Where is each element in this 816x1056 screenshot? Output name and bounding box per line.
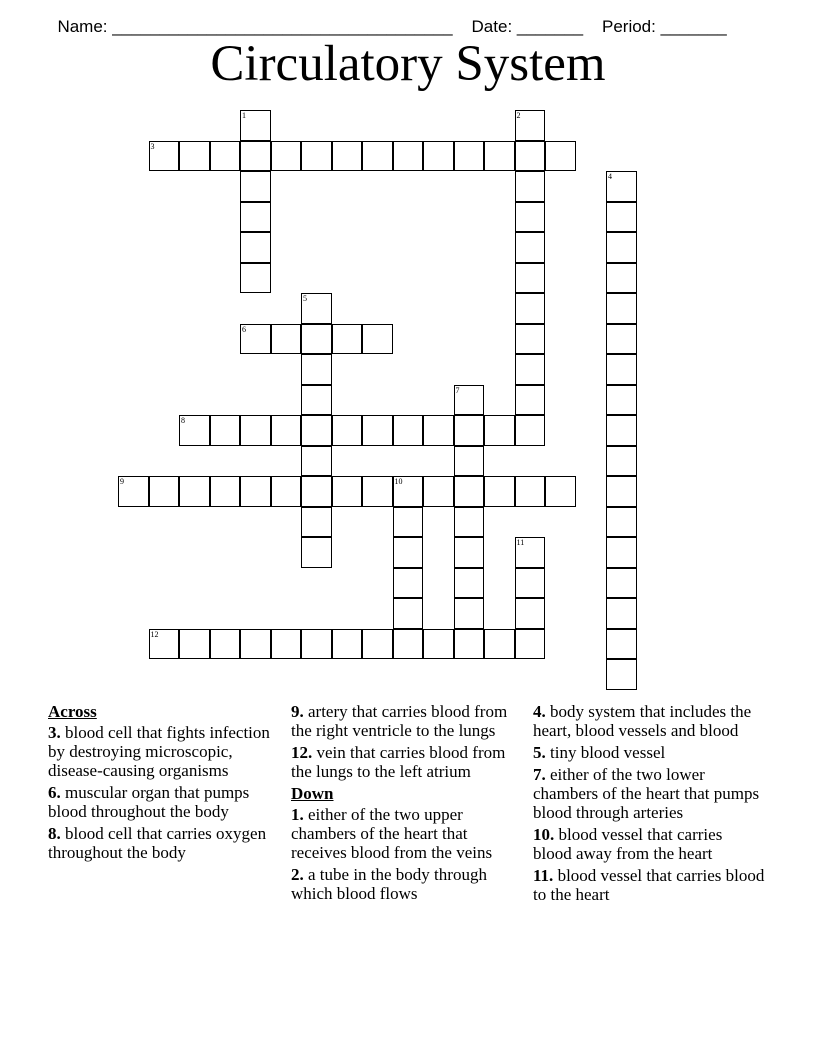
grid-cell[interactable] bbox=[240, 415, 271, 446]
grid-cell[interactable] bbox=[545, 141, 576, 172]
grid-cell[interactable] bbox=[240, 629, 271, 660]
grid-cell[interactable] bbox=[515, 141, 546, 172]
clue-number: 12. bbox=[291, 743, 313, 762]
clue-down-4 bbox=[533, 702, 765, 740]
clue-across-3 bbox=[48, 723, 280, 780]
cell-number: 7 bbox=[455, 385, 460, 395]
grid-cell[interactable] bbox=[545, 476, 576, 507]
grid-cell[interactable] bbox=[393, 415, 424, 446]
clue-text: tiny blood vessel bbox=[550, 743, 666, 762]
clue-text: artery that carries blood from the right ventricle to the lungs bbox=[291, 702, 508, 740]
grid-cell[interactable] bbox=[210, 476, 241, 507]
clue-text: blood vessel that carries blood away from the heart bbox=[533, 825, 723, 863]
cell-number: 3 bbox=[150, 141, 155, 151]
grid-cell[interactable] bbox=[484, 629, 515, 660]
grid-cell[interactable] bbox=[454, 446, 485, 477]
clue-number: 10. bbox=[533, 825, 555, 844]
grid-cell[interactable] bbox=[301, 385, 332, 416]
clue-number: 11. bbox=[533, 866, 554, 885]
grid-cell[interactable] bbox=[179, 141, 210, 172]
grid-cell[interactable] bbox=[423, 476, 454, 507]
clue-across-9 bbox=[291, 702, 523, 740]
grid-cell[interactable] bbox=[362, 629, 393, 660]
grid-cell[interactable] bbox=[301, 293, 332, 324]
grid-cell[interactable] bbox=[454, 141, 485, 172]
grid-cell[interactable] bbox=[515, 629, 546, 660]
grid-cell[interactable] bbox=[393, 476, 424, 507]
grid-cell[interactable] bbox=[484, 141, 515, 172]
grid-cell[interactable] bbox=[515, 202, 546, 233]
grid-cell[interactable] bbox=[240, 476, 271, 507]
clue-down-5 bbox=[533, 743, 765, 762]
clue-number: 4. bbox=[533, 702, 546, 721]
clue-text: vein that carries blood from the lungs to the left atrium bbox=[291, 743, 506, 781]
grid-cell[interactable] bbox=[271, 476, 302, 507]
grid-cell[interactable] bbox=[515, 110, 546, 141]
grid-cell[interactable] bbox=[393, 568, 424, 599]
grid-cell[interactable] bbox=[606, 293, 637, 324]
grid-cell[interactable] bbox=[332, 476, 363, 507]
grid-cell[interactable] bbox=[332, 141, 363, 172]
cell-number: 1 bbox=[242, 111, 246, 120]
grid-cell[interactable] bbox=[423, 415, 454, 446]
cell-number: 2 bbox=[516, 111, 521, 120]
grid-cell[interactable] bbox=[454, 629, 485, 660]
grid-cell[interactable] bbox=[149, 476, 180, 507]
grid-cell[interactable] bbox=[515, 232, 546, 263]
grid-cell[interactable] bbox=[515, 537, 546, 568]
grid-cell[interactable] bbox=[362, 415, 393, 446]
grid-cell[interactable] bbox=[393, 598, 424, 629]
grid-cell[interactable] bbox=[362, 141, 393, 172]
cell-number: 4 bbox=[608, 172, 612, 181]
grid-cell[interactable] bbox=[423, 629, 454, 660]
clue-down-7 bbox=[533, 765, 765, 822]
grid-cell[interactable] bbox=[423, 141, 454, 172]
clue-number: 9. bbox=[291, 702, 304, 721]
grid-cell[interactable] bbox=[606, 537, 637, 568]
grid-cell[interactable] bbox=[210, 415, 241, 446]
grid-cell[interactable] bbox=[515, 171, 546, 202]
grid-cell[interactable] bbox=[301, 141, 332, 172]
clue-column-3 bbox=[533, 702, 765, 907]
grid-cell[interactable] bbox=[606, 446, 637, 477]
cell-number: 12 bbox=[150, 629, 159, 639]
grid-cell[interactable] bbox=[179, 476, 210, 507]
grid-cell[interactable] bbox=[271, 324, 302, 355]
down-heading: Down bbox=[291, 784, 334, 803]
grid-cell[interactable] bbox=[454, 415, 485, 446]
clue-text: blood vessel that carries blood to the heart bbox=[533, 866, 765, 904]
grid-cell[interactable] bbox=[393, 537, 424, 568]
clue-column-2 bbox=[291, 702, 523, 906]
grid-cell[interactable] bbox=[118, 476, 149, 507]
cell-number: 5 bbox=[303, 294, 307, 303]
grid-cell[interactable] bbox=[454, 476, 485, 507]
grid-cell[interactable] bbox=[454, 568, 485, 599]
grid-cell[interactable] bbox=[179, 629, 210, 660]
grid-cell[interactable] bbox=[301, 415, 332, 446]
clue-down-11 bbox=[533, 866, 765, 904]
grid-cell[interactable] bbox=[515, 568, 546, 599]
grid-cell[interactable] bbox=[149, 141, 180, 172]
grid-cell[interactable] bbox=[393, 141, 424, 172]
grid-cell[interactable] bbox=[362, 476, 393, 507]
grid-cell[interactable] bbox=[271, 141, 302, 172]
grid-cell[interactable] bbox=[515, 293, 546, 324]
clue-text: blood cell that carries oxygen throughout the body bbox=[48, 824, 267, 862]
clue-number: 6. bbox=[48, 783, 61, 802]
grid-cell[interactable] bbox=[606, 415, 637, 446]
grid-cell[interactable] bbox=[240, 232, 271, 263]
cell-number: 11 bbox=[516, 538, 525, 547]
grid-cell[interactable] bbox=[454, 598, 485, 629]
grid-cell[interactable] bbox=[606, 171, 637, 202]
clue-down-1 bbox=[291, 805, 523, 862]
period-field[interactable]: Period: _______ bbox=[601, 17, 727, 36]
grid-cell[interactable] bbox=[515, 598, 546, 629]
grid-cell[interactable] bbox=[332, 629, 363, 660]
grid-cell[interactable] bbox=[301, 476, 332, 507]
grid-cell[interactable] bbox=[362, 324, 393, 355]
grid-cell[interactable] bbox=[301, 629, 332, 660]
grid-cell[interactable] bbox=[240, 324, 271, 355]
grid-cell[interactable] bbox=[606, 598, 637, 629]
grid-cell[interactable] bbox=[301, 537, 332, 568]
grid-cell[interactable] bbox=[606, 324, 637, 355]
clue-across-8 bbox=[48, 824, 280, 862]
grid-cell[interactable] bbox=[210, 629, 241, 660]
grid-cell[interactable] bbox=[454, 537, 485, 568]
date-field[interactable]: Date: _______ bbox=[471, 17, 584, 36]
grid-cell[interactable] bbox=[393, 507, 424, 538]
grid-cell[interactable] bbox=[515, 476, 546, 507]
clue-number: 2. bbox=[291, 865, 304, 884]
grid-cell[interactable] bbox=[271, 629, 302, 660]
clue-text: a tube in the body through which blood flows bbox=[291, 865, 487, 903]
clue-number: 1. bbox=[291, 805, 304, 824]
clue-down-2 bbox=[291, 865, 523, 903]
grid-cell[interactable] bbox=[240, 110, 271, 141]
clue-number: 3. bbox=[48, 723, 61, 742]
grid-cell[interactable] bbox=[606, 568, 637, 599]
name-field[interactable]: Name: ____________________________________ bbox=[57, 17, 453, 36]
clue-text: body system that includes the heart, blood vessels and blood bbox=[533, 702, 752, 740]
clue-text: blood cell that fights infection by destroying microscopic, disease-causing organisms bbox=[48, 723, 270, 780]
grid-cell[interactable] bbox=[606, 629, 637, 660]
grid-cell[interactable] bbox=[454, 507, 485, 538]
cell-number: 9 bbox=[120, 477, 124, 486]
grid-cell[interactable] bbox=[149, 629, 180, 660]
grid-cell[interactable] bbox=[606, 354, 637, 385]
clue-number: 5. bbox=[533, 743, 546, 762]
grid-cell[interactable] bbox=[210, 141, 241, 172]
grid-cell[interactable] bbox=[240, 141, 271, 172]
grid-cell[interactable] bbox=[179, 415, 210, 446]
grid-cell[interactable] bbox=[240, 202, 271, 233]
grid-cell[interactable] bbox=[301, 507, 332, 538]
grid-cell[interactable] bbox=[484, 415, 515, 446]
clue-number: 7. bbox=[533, 765, 546, 784]
grid-cell[interactable] bbox=[301, 324, 332, 355]
clue-down-10 bbox=[533, 825, 765, 863]
cell-number: 6 bbox=[242, 324, 246, 334]
grid-cell[interactable] bbox=[515, 354, 546, 385]
grid-cell[interactable] bbox=[606, 232, 637, 263]
grid-cell[interactable] bbox=[301, 354, 332, 385]
clue-across-6 bbox=[48, 783, 280, 821]
grid-cell[interactable] bbox=[606, 202, 637, 233]
grid-cell[interactable] bbox=[606, 476, 637, 507]
grid-cell[interactable] bbox=[332, 415, 363, 446]
grid-cell[interactable] bbox=[484, 476, 515, 507]
clue-text: either of the two lower chambers of the heart that pumps blood through arteries bbox=[533, 765, 760, 822]
grid-cell[interactable] bbox=[393, 629, 424, 660]
clue-column-1 bbox=[48, 702, 280, 865]
grid-cell[interactable] bbox=[332, 324, 363, 355]
grid-cell[interactable] bbox=[454, 385, 485, 416]
cell-number: 8 bbox=[181, 416, 185, 425]
page-title: Circulatory System bbox=[210, 36, 606, 92]
grid-cell[interactable] bbox=[606, 507, 637, 538]
grid-cell[interactable] bbox=[515, 415, 546, 446]
grid-cell[interactable] bbox=[606, 263, 637, 294]
clue-across-12 bbox=[291, 743, 523, 781]
cell-number: 10 bbox=[394, 477, 403, 486]
grid-cell[interactable] bbox=[301, 446, 332, 477]
clue-text: muscular organ that pumps blood throughout the body bbox=[48, 783, 250, 821]
grid-cell[interactable] bbox=[515, 324, 546, 355]
grid-cell[interactable] bbox=[515, 385, 546, 416]
grid-cell[interactable] bbox=[606, 659, 637, 690]
across-heading: Across bbox=[48, 702, 97, 721]
grid-cell[interactable] bbox=[240, 171, 271, 202]
grid-cell[interactable] bbox=[515, 263, 546, 294]
clue-number: 8. bbox=[48, 824, 61, 843]
grid-cell[interactable] bbox=[606, 385, 637, 416]
grid-cell[interactable] bbox=[271, 415, 302, 446]
grid-cell[interactable] bbox=[240, 263, 271, 294]
clue-text: either of the two upper chambers of the heart that receives blood from the veins bbox=[291, 805, 493, 862]
